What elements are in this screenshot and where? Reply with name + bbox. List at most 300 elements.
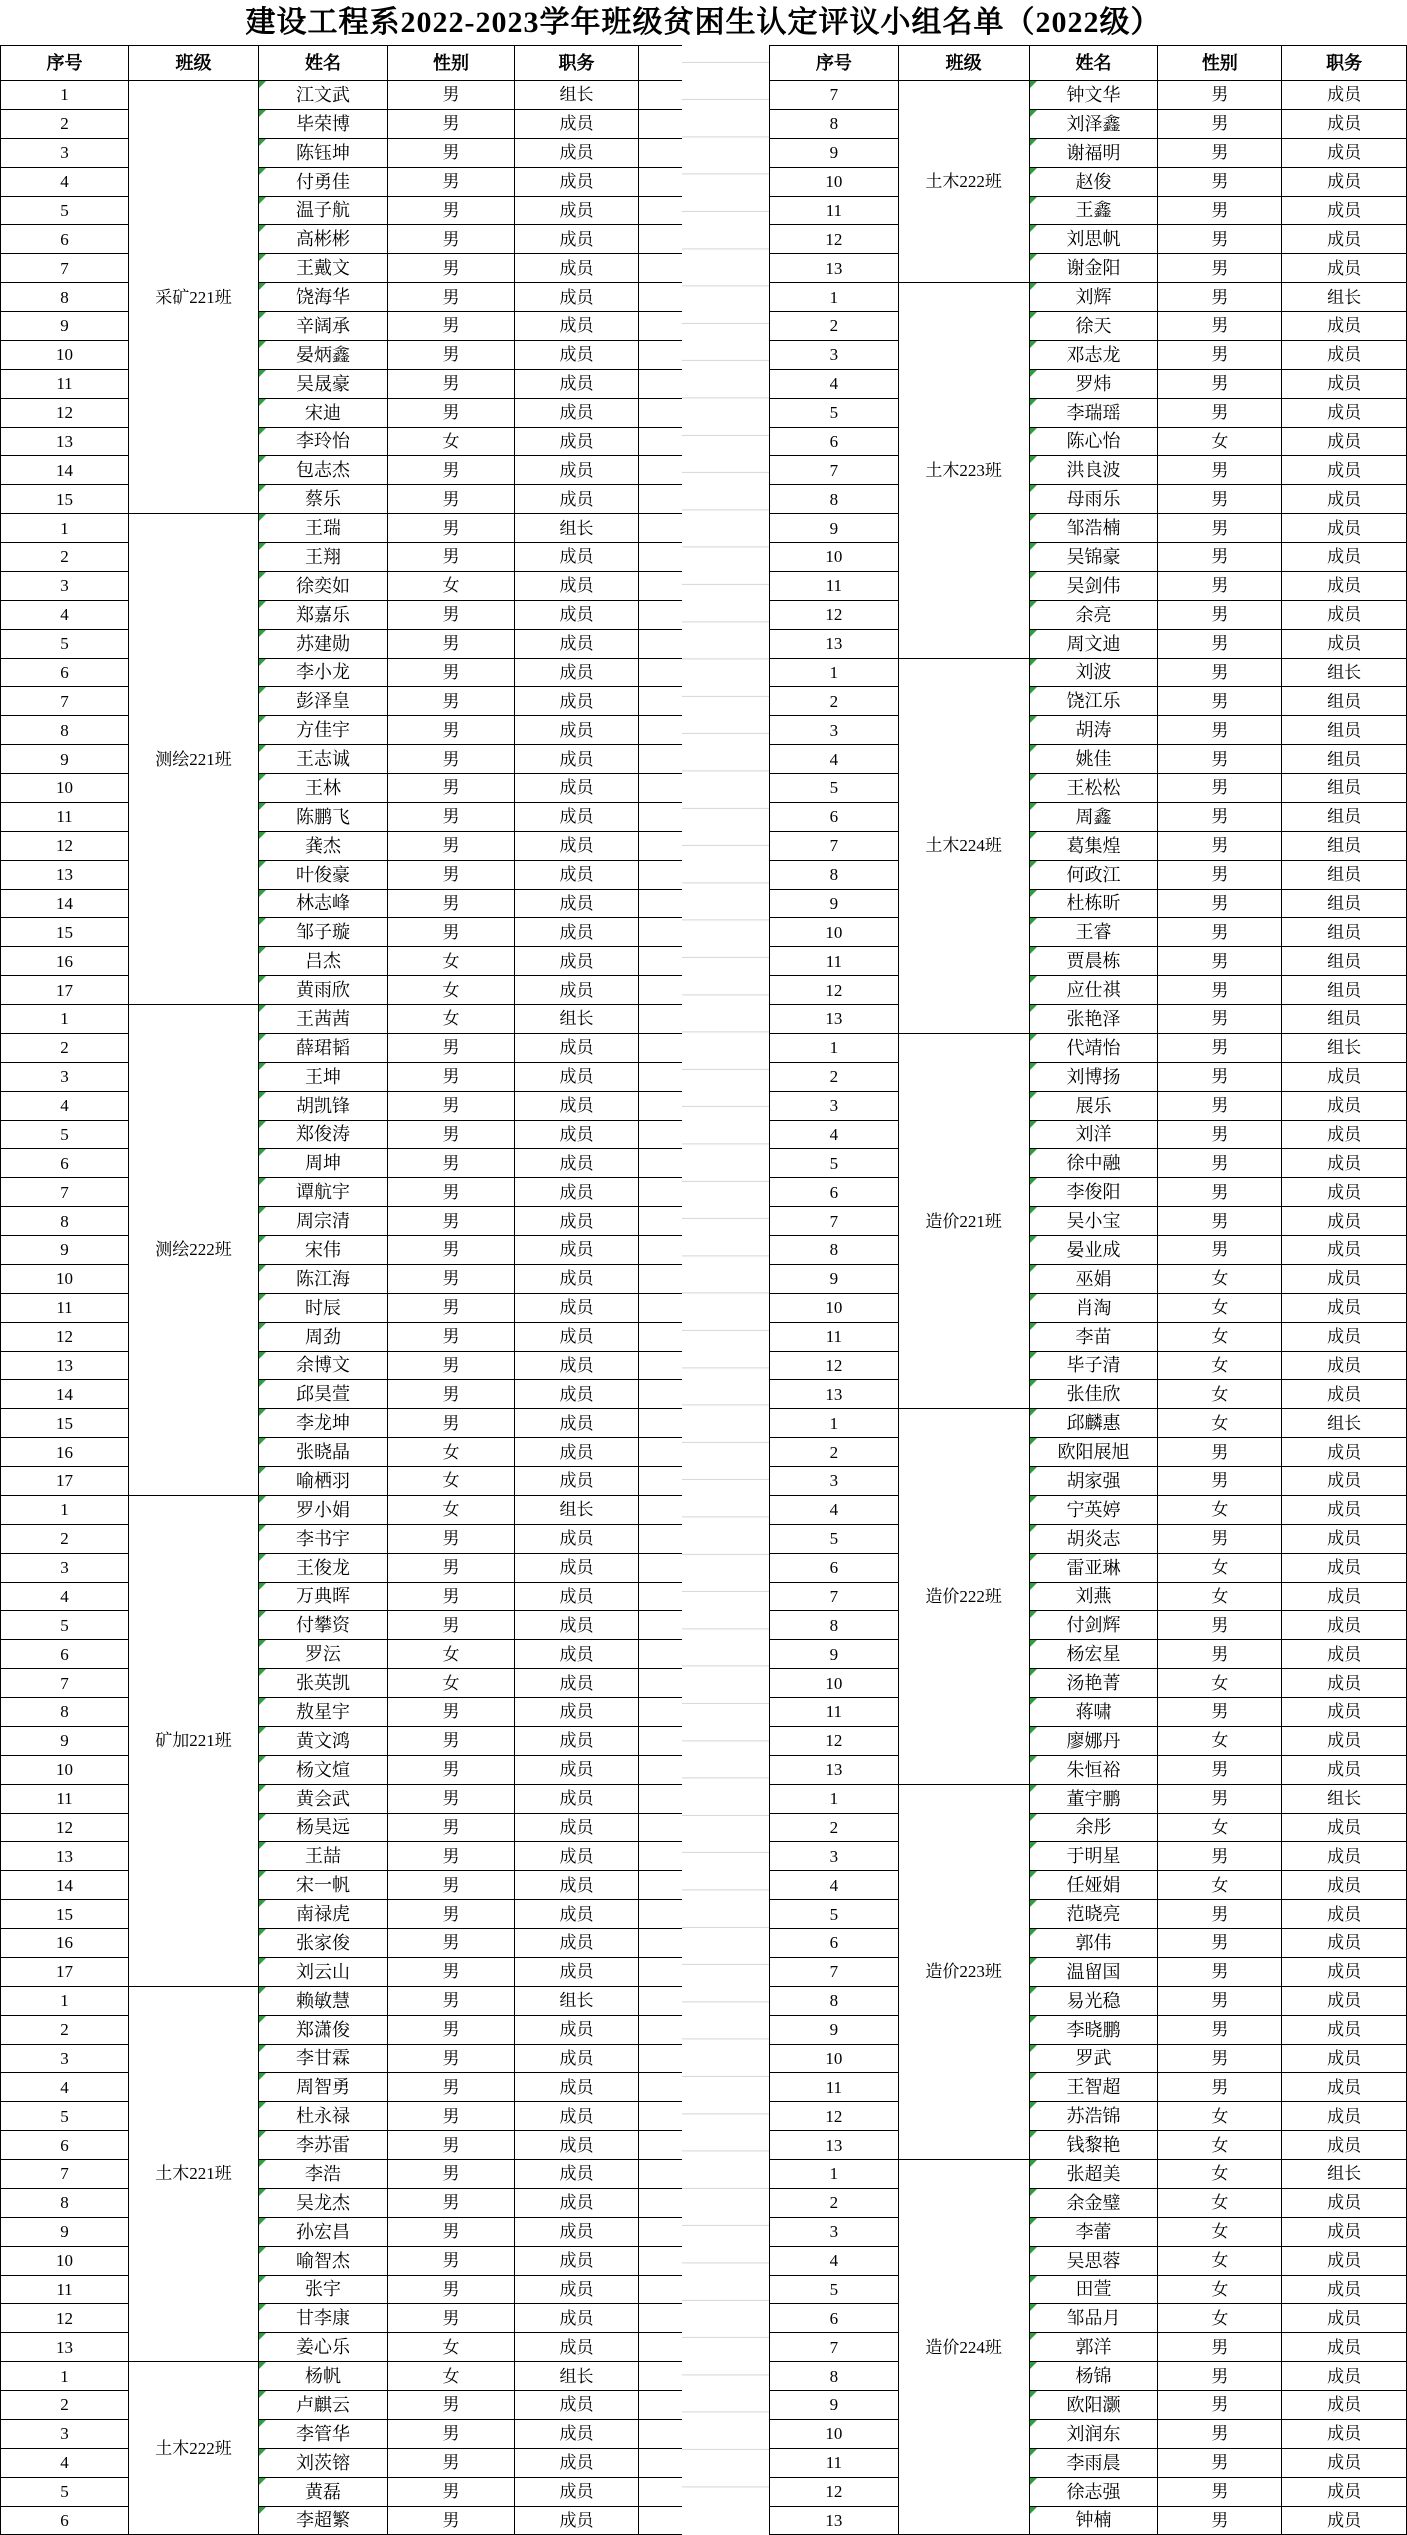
name-cell[interactable]: 王睿 bbox=[1029, 918, 1158, 947]
name-cell[interactable]: 刘博扬 bbox=[1029, 1062, 1158, 1091]
serial-cell[interactable]: 15 bbox=[1, 1900, 129, 1929]
role-cell[interactable]: 成员 bbox=[1282, 1322, 1407, 1351]
role-cell[interactable]: 成员 bbox=[1282, 600, 1407, 629]
serial-cell[interactable]: 13 bbox=[770, 629, 899, 658]
role-cell[interactable]: 成员 bbox=[515, 2188, 639, 2217]
name-cell[interactable]: 胡家强 bbox=[1029, 1467, 1158, 1496]
name-cell[interactable]: 郑潇俊 bbox=[259, 2015, 388, 2044]
name-cell[interactable]: 易光稳 bbox=[1029, 1986, 1158, 2015]
role-cell[interactable]: 成员 bbox=[1282, 1553, 1407, 1582]
serial-cell[interactable]: 4 bbox=[1, 167, 129, 196]
name-cell[interactable]: 刘波 bbox=[1029, 658, 1158, 687]
role-cell[interactable]: 成员 bbox=[515, 312, 639, 341]
name-cell[interactable]: 孙宏昌 bbox=[259, 2217, 388, 2246]
role-cell[interactable]: 成员 bbox=[515, 802, 639, 831]
name-cell[interactable]: 周宗清 bbox=[259, 1207, 388, 1236]
gender-cell[interactable]: 男 bbox=[388, 1409, 515, 1438]
serial-cell[interactable]: 5 bbox=[1, 1611, 129, 1640]
role-cell[interactable]: 组长 bbox=[1282, 1784, 1407, 1813]
role-cell[interactable]: 成员 bbox=[515, 716, 639, 745]
serial-cell[interactable]: 3 bbox=[1, 1553, 129, 1582]
serial-cell[interactable]: 9 bbox=[770, 2015, 899, 2044]
gender-cell[interactable]: 女 bbox=[388, 427, 515, 456]
role-cell[interactable]: 成员 bbox=[515, 658, 639, 687]
gender-cell[interactable]: 男 bbox=[1158, 1842, 1282, 1871]
gender-cell[interactable]: 女 bbox=[388, 2333, 515, 2362]
role-cell[interactable]: 成员 bbox=[1282, 1611, 1407, 1640]
role-cell[interactable]: 组长 bbox=[515, 1986, 639, 2015]
serial-cell[interactable]: 12 bbox=[770, 976, 899, 1005]
gender-cell[interactable]: 男 bbox=[388, 2391, 515, 2420]
serial-cell[interactable]: 2 bbox=[770, 1438, 899, 1467]
name-cell[interactable]: 蒋啸 bbox=[1029, 1698, 1158, 1727]
column-header-gender[interactable]: 性别 bbox=[388, 46, 515, 81]
empty-cell[interactable] bbox=[639, 2015, 683, 2044]
gender-cell[interactable]: 男 bbox=[388, 225, 515, 254]
empty-cell[interactable] bbox=[639, 196, 683, 225]
name-cell[interactable]: 吴龙杰 bbox=[259, 2188, 388, 2217]
role-cell[interactable]: 成员 bbox=[515, 976, 639, 1005]
serial-cell[interactable]: 9 bbox=[770, 514, 899, 543]
serial-cell[interactable]: 13 bbox=[1, 1351, 129, 1380]
class-cell[interactable]: 造价221班 bbox=[898, 1033, 1029, 1408]
column-header-gender[interactable]: 性别 bbox=[1158, 46, 1282, 81]
role-cell[interactable]: 成员 bbox=[515, 2419, 639, 2448]
role-cell[interactable]: 成员 bbox=[1282, 514, 1407, 543]
gender-cell[interactable]: 女 bbox=[1158, 427, 1282, 456]
gender-cell[interactable]: 男 bbox=[388, 774, 515, 803]
gender-cell[interactable]: 女 bbox=[1158, 1264, 1282, 1293]
name-cell[interactable]: 李龙坤 bbox=[259, 1409, 388, 1438]
empty-cell[interactable] bbox=[639, 167, 683, 196]
role-cell[interactable]: 成员 bbox=[1282, 398, 1407, 427]
serial-cell[interactable]: 2 bbox=[770, 2188, 899, 2217]
name-cell[interactable]: 李超繁 bbox=[259, 2506, 388, 2535]
role-cell[interactable]: 成员 bbox=[515, 1900, 639, 1929]
serial-cell[interactable]: 5 bbox=[770, 1524, 899, 1553]
gender-cell[interactable]: 男 bbox=[1158, 514, 1282, 543]
serial-cell[interactable]: 4 bbox=[770, 369, 899, 398]
role-cell[interactable]: 成员 bbox=[515, 2073, 639, 2102]
gender-cell[interactable]: 男 bbox=[1158, 1524, 1282, 1553]
name-cell[interactable]: 范晓亮 bbox=[1029, 1900, 1158, 1929]
role-cell[interactable]: 成员 bbox=[515, 1957, 639, 1986]
gender-cell[interactable]: 男 bbox=[1158, 600, 1282, 629]
role-cell[interactable]: 成员 bbox=[515, 340, 639, 369]
role-cell[interactable]: 成员 bbox=[515, 1120, 639, 1149]
column-header-name[interactable]: 姓名 bbox=[259, 46, 388, 81]
name-cell[interactable]: 余亮 bbox=[1029, 600, 1158, 629]
gender-cell[interactable]: 男 bbox=[388, 716, 515, 745]
serial-cell[interactable]: 6 bbox=[770, 427, 899, 456]
serial-cell[interactable]: 4 bbox=[1, 2073, 129, 2102]
gender-cell[interactable]: 男 bbox=[1158, 1698, 1282, 1727]
serial-cell[interactable]: 11 bbox=[770, 2448, 899, 2477]
gender-cell[interactable]: 男 bbox=[1158, 918, 1282, 947]
empty-cell[interactable] bbox=[639, 254, 683, 283]
column-header-class[interactable]: 班级 bbox=[898, 46, 1029, 81]
gender-cell[interactable]: 男 bbox=[1158, 802, 1282, 831]
role-cell[interactable]: 组员 bbox=[1282, 947, 1407, 976]
serial-cell[interactable]: 2 bbox=[1, 1524, 129, 1553]
serial-cell[interactable]: 10 bbox=[770, 1669, 899, 1698]
gender-cell[interactable]: 男 bbox=[388, 2419, 515, 2448]
role-cell[interactable]: 成员 bbox=[515, 427, 639, 456]
empty-cell[interactable] bbox=[639, 2044, 683, 2073]
gender-cell[interactable]: 女 bbox=[1158, 1582, 1282, 1611]
name-cell[interactable]: 李蕾 bbox=[1029, 2217, 1158, 2246]
gender-cell[interactable]: 男 bbox=[388, 1149, 515, 1178]
empty-cell[interactable] bbox=[639, 2362, 683, 2391]
name-cell[interactable]: 王松松 bbox=[1029, 774, 1158, 803]
role-cell[interactable]: 成员 bbox=[515, 774, 639, 803]
gender-cell[interactable]: 女 bbox=[1158, 2131, 1282, 2160]
class-cell[interactable]: 造价222班 bbox=[898, 1409, 1029, 1784]
role-cell[interactable]: 成员 bbox=[515, 2246, 639, 2275]
role-cell[interactable]: 组长 bbox=[515, 1005, 639, 1034]
gender-cell[interactable]: 男 bbox=[388, 1611, 515, 1640]
name-cell[interactable]: 郭洋 bbox=[1029, 2333, 1158, 2362]
gender-cell[interactable]: 女 bbox=[388, 947, 515, 976]
serial-cell[interactable]: 14 bbox=[1, 889, 129, 918]
gender-cell[interactable]: 男 bbox=[1158, 2073, 1282, 2102]
role-cell[interactable]: 成员 bbox=[515, 254, 639, 283]
name-cell[interactable]: 罗小娟 bbox=[259, 1495, 388, 1524]
empty-cell[interactable] bbox=[639, 312, 683, 341]
serial-cell[interactable]: 4 bbox=[770, 1120, 899, 1149]
name-cell[interactable]: 赵俊 bbox=[1029, 167, 1158, 196]
class-cell[interactable]: 测绘222班 bbox=[129, 1005, 259, 1496]
gender-cell[interactable]: 女 bbox=[1158, 1726, 1282, 1755]
role-cell[interactable]: 成员 bbox=[515, 2448, 639, 2477]
role-cell[interactable]: 成员 bbox=[1282, 1091, 1407, 1120]
empty-cell[interactable] bbox=[639, 1207, 683, 1236]
name-cell[interactable]: 吴小宝 bbox=[1029, 1207, 1158, 1236]
gender-cell[interactable]: 女 bbox=[1158, 1380, 1282, 1409]
serial-cell[interactable]: 14 bbox=[1, 1380, 129, 1409]
serial-cell[interactable]: 5 bbox=[770, 1149, 899, 1178]
name-cell[interactable]: 宋伟 bbox=[259, 1236, 388, 1265]
class-cell[interactable]: 土木222班 bbox=[898, 81, 1029, 283]
role-cell[interactable]: 成员 bbox=[1282, 1726, 1407, 1755]
role-cell[interactable]: 成员 bbox=[515, 1640, 639, 1669]
name-cell[interactable]: 温留国 bbox=[1029, 1957, 1158, 1986]
name-cell[interactable]: 张佳欣 bbox=[1029, 1380, 1158, 1409]
serial-cell[interactable]: 9 bbox=[770, 138, 899, 167]
role-cell[interactable]: 成员 bbox=[515, 629, 639, 658]
serial-cell[interactable]: 1 bbox=[1, 1495, 129, 1524]
name-cell[interactable]: 杨帆 bbox=[259, 2362, 388, 2391]
role-cell[interactable]: 成员 bbox=[515, 1467, 639, 1496]
empty-cell[interactable] bbox=[639, 1062, 683, 1091]
gender-cell[interactable]: 男 bbox=[388, 485, 515, 514]
name-cell[interactable]: 苏建勋 bbox=[259, 629, 388, 658]
empty-cell[interactable] bbox=[639, 2102, 683, 2131]
role-cell[interactable]: 成员 bbox=[1282, 2015, 1407, 2044]
name-cell[interactable]: 甘李康 bbox=[259, 2304, 388, 2333]
gender-cell[interactable]: 男 bbox=[1158, 369, 1282, 398]
empty-cell[interactable] bbox=[639, 774, 683, 803]
serial-cell[interactable]: 9 bbox=[1, 745, 129, 774]
empty-cell[interactable] bbox=[639, 1553, 683, 1582]
name-cell[interactable]: 王喆 bbox=[259, 1842, 388, 1871]
serial-cell[interactable]: 6 bbox=[770, 1178, 899, 1207]
serial-cell[interactable]: 12 bbox=[1, 2304, 129, 2333]
gender-cell[interactable]: 男 bbox=[1158, 658, 1282, 687]
role-cell[interactable]: 成员 bbox=[515, 1293, 639, 1322]
role-cell[interactable]: 成员 bbox=[515, 1553, 639, 1582]
name-cell[interactable]: 董宇鹏 bbox=[1029, 1784, 1158, 1813]
gender-cell[interactable]: 女 bbox=[1158, 2160, 1282, 2189]
empty-cell[interactable] bbox=[639, 687, 683, 716]
name-cell[interactable]: 郑嘉乐 bbox=[259, 600, 388, 629]
empty-cell[interactable] bbox=[639, 802, 683, 831]
role-cell[interactable]: 成员 bbox=[1282, 1120, 1407, 1149]
serial-cell[interactable]: 6 bbox=[770, 2304, 899, 2333]
empty-cell[interactable] bbox=[639, 658, 683, 687]
gender-cell[interactable]: 男 bbox=[1158, 1062, 1282, 1091]
serial-cell[interactable]: 2 bbox=[1, 543, 129, 572]
name-cell[interactable]: 余彤 bbox=[1029, 1813, 1158, 1842]
serial-cell[interactable]: 3 bbox=[770, 1091, 899, 1120]
role-cell[interactable]: 成员 bbox=[1282, 2477, 1407, 2506]
name-cell[interactable]: 杨锦 bbox=[1029, 2362, 1158, 2391]
serial-cell[interactable]: 14 bbox=[1, 456, 129, 485]
name-cell[interactable]: 代靖怡 bbox=[1029, 1033, 1158, 1062]
gender-cell[interactable]: 男 bbox=[388, 138, 515, 167]
role-cell[interactable]: 成员 bbox=[1282, 2217, 1407, 2246]
name-cell[interactable]: 张英凯 bbox=[259, 1669, 388, 1698]
gender-cell[interactable]: 男 bbox=[388, 196, 515, 225]
name-cell[interactable]: 胡炎志 bbox=[1029, 1524, 1158, 1553]
gender-cell[interactable]: 女 bbox=[388, 1438, 515, 1467]
gender-cell[interactable]: 男 bbox=[388, 1842, 515, 1871]
gender-cell[interactable]: 男 bbox=[1158, 1033, 1282, 1062]
serial-cell[interactable]: 11 bbox=[770, 1322, 899, 1351]
gender-cell[interactable]: 男 bbox=[388, 1322, 515, 1351]
name-cell[interactable]: 黄文鸿 bbox=[259, 1726, 388, 1755]
name-cell[interactable]: 王茜茜 bbox=[259, 1005, 388, 1034]
gender-cell[interactable]: 男 bbox=[1158, 138, 1282, 167]
role-cell[interactable]: 成员 bbox=[1282, 1293, 1407, 1322]
gender-cell[interactable]: 男 bbox=[1158, 340, 1282, 369]
role-cell[interactable]: 成员 bbox=[1282, 109, 1407, 138]
role-cell[interactable]: 成员 bbox=[515, 860, 639, 889]
role-cell[interactable]: 成员 bbox=[1282, 1842, 1407, 1871]
role-cell[interactable]: 成员 bbox=[515, 2333, 639, 2362]
name-cell[interactable]: 邱昊萱 bbox=[259, 1380, 388, 1409]
gender-cell[interactable]: 男 bbox=[388, 543, 515, 572]
empty-cell[interactable] bbox=[639, 1322, 683, 1351]
serial-cell[interactable]: 13 bbox=[770, 2506, 899, 2535]
name-cell[interactable]: 王瑞 bbox=[259, 514, 388, 543]
empty-cell[interactable] bbox=[639, 1380, 683, 1409]
serial-cell[interactable]: 1 bbox=[770, 1033, 899, 1062]
gender-cell[interactable]: 男 bbox=[388, 1698, 515, 1727]
serial-cell[interactable]: 13 bbox=[1, 860, 129, 889]
role-cell[interactable]: 成员 bbox=[1282, 1351, 1407, 1380]
name-cell[interactable]: 吕杰 bbox=[259, 947, 388, 976]
gender-cell[interactable]: 女 bbox=[1158, 2102, 1282, 2131]
gender-cell[interactable]: 男 bbox=[1158, 398, 1282, 427]
gender-cell[interactable]: 男 bbox=[388, 1293, 515, 1322]
gender-cell[interactable]: 男 bbox=[1158, 1178, 1282, 1207]
name-cell[interactable]: 吴思蓉 bbox=[1029, 2246, 1158, 2275]
role-cell[interactable]: 成员 bbox=[515, 1322, 639, 1351]
gender-cell[interactable]: 男 bbox=[1158, 1755, 1282, 1784]
serial-cell[interactable]: 16 bbox=[1, 1438, 129, 1467]
name-cell[interactable]: 李雨晨 bbox=[1029, 2448, 1158, 2477]
empty-cell[interactable] bbox=[639, 1524, 683, 1553]
name-cell[interactable]: 喻栖羽 bbox=[259, 1467, 388, 1496]
class-cell[interactable]: 矿加221班 bbox=[129, 1495, 259, 1986]
serial-cell[interactable]: 10 bbox=[770, 2044, 899, 2073]
name-cell[interactable]: 邹子璇 bbox=[259, 918, 388, 947]
empty-cell[interactable] bbox=[639, 1438, 683, 1467]
role-cell[interactable]: 组长 bbox=[1282, 283, 1407, 312]
gender-cell[interactable]: 男 bbox=[1158, 629, 1282, 658]
role-cell[interactable]: 成员 bbox=[1282, 2362, 1407, 2391]
serial-cell[interactable]: 9 bbox=[770, 2391, 899, 2420]
empty-cell[interactable] bbox=[639, 600, 683, 629]
name-cell[interactable]: 张晓晶 bbox=[259, 1438, 388, 1467]
gender-cell[interactable]: 男 bbox=[1158, 312, 1282, 341]
serial-cell[interactable]: 6 bbox=[770, 1929, 899, 1958]
gender-cell[interactable]: 男 bbox=[388, 1755, 515, 1784]
name-cell[interactable]: 胡涛 bbox=[1029, 716, 1158, 745]
serial-cell[interactable]: 15 bbox=[1, 1409, 129, 1438]
empty-cell[interactable] bbox=[639, 2275, 683, 2304]
name-cell[interactable]: 卢麒云 bbox=[259, 2391, 388, 2420]
role-cell[interactable]: 成员 bbox=[515, 1091, 639, 1120]
gender-cell[interactable]: 男 bbox=[388, 109, 515, 138]
gender-cell[interactable]: 男 bbox=[388, 2160, 515, 2189]
role-cell[interactable]: 成员 bbox=[515, 889, 639, 918]
name-cell[interactable]: 陈鹏飞 bbox=[259, 802, 388, 831]
serial-cell[interactable]: 9 bbox=[1, 2217, 129, 2246]
role-cell[interactable]: 成员 bbox=[1282, 1900, 1407, 1929]
role-cell[interactable]: 成员 bbox=[1282, 2131, 1407, 2160]
serial-cell[interactable]: 9 bbox=[770, 1640, 899, 1669]
gender-cell[interactable]: 男 bbox=[388, 2217, 515, 2246]
serial-cell[interactable]: 1 bbox=[770, 283, 899, 312]
gender-cell[interactable]: 男 bbox=[388, 918, 515, 947]
serial-cell[interactable]: 1 bbox=[1, 1986, 129, 2015]
role-cell[interactable]: 组长 bbox=[515, 1495, 639, 1524]
empty-cell[interactable] bbox=[639, 947, 683, 976]
serial-cell[interactable]: 1 bbox=[770, 658, 899, 687]
empty-cell[interactable] bbox=[639, 1351, 683, 1380]
empty-cell[interactable] bbox=[639, 225, 683, 254]
name-cell[interactable]: 徐志强 bbox=[1029, 2477, 1158, 2506]
role-cell[interactable]: 成员 bbox=[515, 1871, 639, 1900]
role-cell[interactable]: 组员 bbox=[1282, 745, 1407, 774]
role-cell[interactable]: 成员 bbox=[1282, 1467, 1407, 1496]
role-cell[interactable]: 成员 bbox=[1282, 2333, 1407, 2362]
empty-cell[interactable] bbox=[639, 109, 683, 138]
gender-cell[interactable]: 男 bbox=[1158, 889, 1282, 918]
name-cell[interactable]: 王坤 bbox=[259, 1062, 388, 1091]
gender-cell[interactable]: 女 bbox=[1158, 2304, 1282, 2333]
name-cell[interactable]: 钱黎艳 bbox=[1029, 2131, 1158, 2160]
name-cell[interactable]: 李晓鹏 bbox=[1029, 2015, 1158, 2044]
serial-cell[interactable]: 3 bbox=[1, 1062, 129, 1091]
role-cell[interactable]: 组员 bbox=[1282, 831, 1407, 860]
name-cell[interactable]: 任娅娟 bbox=[1029, 1871, 1158, 1900]
empty-cell[interactable] bbox=[639, 831, 683, 860]
name-cell[interactable]: 徐中融 bbox=[1029, 1149, 1158, 1178]
empty-cell[interactable] bbox=[639, 1005, 683, 1034]
name-cell[interactable]: 姜心乐 bbox=[259, 2333, 388, 2362]
serial-cell[interactable]: 4 bbox=[1, 1582, 129, 1611]
name-cell[interactable]: 苏浩锦 bbox=[1029, 2102, 1158, 2131]
gender-cell[interactable]: 男 bbox=[1158, 283, 1282, 312]
role-cell[interactable]: 组长 bbox=[1282, 1033, 1407, 1062]
empty-cell[interactable] bbox=[639, 2419, 683, 2448]
empty-cell[interactable] bbox=[639, 745, 683, 774]
empty-cell[interactable] bbox=[639, 1611, 683, 1640]
name-cell[interactable]: 李瑞瑶 bbox=[1029, 398, 1158, 427]
empty-cell[interactable] bbox=[639, 2304, 683, 2333]
serial-cell[interactable]: 8 bbox=[1, 716, 129, 745]
name-cell[interactable]: 宋迪 bbox=[259, 398, 388, 427]
gender-cell[interactable]: 男 bbox=[388, 860, 515, 889]
role-cell[interactable]: 成员 bbox=[1282, 81, 1407, 110]
name-cell[interactable]: 余博文 bbox=[259, 1351, 388, 1380]
role-cell[interactable]: 成员 bbox=[1282, 2044, 1407, 2073]
empty-cell[interactable] bbox=[639, 1264, 683, 1293]
name-cell[interactable]: 黄磊 bbox=[259, 2477, 388, 2506]
name-cell[interactable]: 南禄虎 bbox=[259, 1900, 388, 1929]
role-cell[interactable]: 成员 bbox=[1282, 225, 1407, 254]
role-cell[interactable]: 成员 bbox=[1282, 2188, 1407, 2217]
name-cell[interactable]: 徐天 bbox=[1029, 312, 1158, 341]
serial-cell[interactable]: 13 bbox=[770, 1755, 899, 1784]
serial-cell[interactable]: 3 bbox=[1, 138, 129, 167]
serial-cell[interactable]: 7 bbox=[1, 2160, 129, 2189]
name-cell[interactable]: 杨宏星 bbox=[1029, 1640, 1158, 1669]
role-cell[interactable]: 成员 bbox=[515, 2275, 639, 2304]
serial-cell[interactable]: 2 bbox=[770, 312, 899, 341]
name-cell[interactable]: 谢金阳 bbox=[1029, 254, 1158, 283]
name-cell[interactable]: 王智超 bbox=[1029, 2073, 1158, 2102]
name-cell[interactable]: 喻智杰 bbox=[259, 2246, 388, 2275]
name-cell[interactable]: 方佳宇 bbox=[259, 716, 388, 745]
gender-cell[interactable]: 女 bbox=[388, 571, 515, 600]
role-cell[interactable]: 成员 bbox=[515, 1149, 639, 1178]
gender-cell[interactable]: 女 bbox=[1158, 1553, 1282, 1582]
serial-cell[interactable]: 8 bbox=[1, 2188, 129, 2217]
name-cell[interactable]: 李小龙 bbox=[259, 658, 388, 687]
gender-cell[interactable]: 男 bbox=[388, 2275, 515, 2304]
empty-cell[interactable] bbox=[639, 1669, 683, 1698]
name-cell[interactable]: 郭伟 bbox=[1029, 1929, 1158, 1958]
serial-cell[interactable]: 9 bbox=[1, 1236, 129, 1265]
gender-cell[interactable]: 男 bbox=[1158, 1236, 1282, 1265]
gender-cell[interactable]: 男 bbox=[1158, 1438, 1282, 1467]
gender-cell[interactable]: 男 bbox=[388, 1871, 515, 1900]
gender-cell[interactable]: 女 bbox=[388, 1640, 515, 1669]
column-header-name[interactable]: 姓名 bbox=[1029, 46, 1158, 81]
role-cell[interactable]: 成员 bbox=[1282, 1062, 1407, 1091]
gender-cell[interactable]: 男 bbox=[388, 1178, 515, 1207]
name-cell[interactable]: 吴锦豪 bbox=[1029, 543, 1158, 572]
role-cell[interactable]: 成员 bbox=[515, 2015, 639, 2044]
serial-cell[interactable]: 13 bbox=[770, 1380, 899, 1409]
gender-cell[interactable]: 男 bbox=[1158, 485, 1282, 514]
gender-cell[interactable]: 女 bbox=[1158, 1813, 1282, 1842]
gender-cell[interactable]: 男 bbox=[388, 340, 515, 369]
